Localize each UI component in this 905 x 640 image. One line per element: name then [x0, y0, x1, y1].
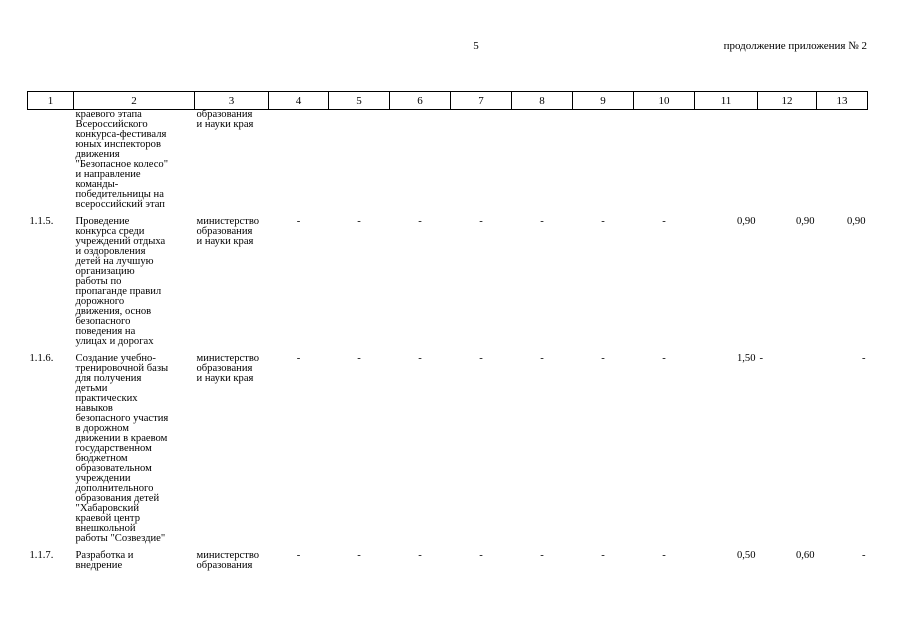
funding-value-col-11: 1,50: [736, 353, 756, 364]
responsible-executor-line: министерство: [196, 550, 260, 561]
measure-number: 1.1.5.: [29, 216, 54, 227]
funding-value-col-6: -: [418, 353, 422, 364]
funding-value-col-4: [269, 110, 329, 211]
measure-name-line: движения, основ: [75, 306, 152, 317]
column-header-11: 11: [695, 92, 758, 110]
responsible-executor-line: министерство: [196, 216, 260, 227]
funding-value-col-4: -: [296, 216, 301, 227]
funding-value-col-11: 0,90: [736, 216, 756, 227]
column-header-3: 3: [195, 92, 269, 110]
appendix-continuation-note: продолжение приложения № 2: [723, 40, 867, 52]
funding-value-col-7: [451, 110, 512, 211]
measure-name-line: Проведение: [75, 216, 130, 227]
funding-value-col-13: -: [861, 353, 866, 364]
funding-value-col-13: [817, 110, 868, 211]
column-header-2: 2: [74, 92, 195, 110]
funding-value-col-9: -: [601, 353, 605, 364]
measure-name-line: безопасного: [75, 316, 131, 327]
measure-name-line: работы по: [75, 276, 122, 287]
measure-name-line: учреждений отдыха: [75, 236, 166, 247]
funding-value-col-12: 0,60: [795, 550, 815, 561]
measure-name-line: организацию: [75, 266, 135, 277]
funding-value-col-9: -: [601, 550, 605, 561]
funding-value-col-8: -: [540, 353, 544, 364]
measure-name: [74, 217, 195, 347]
measure-name-line: Всероссийского: [75, 119, 148, 130]
funding-value-col-7: -: [479, 216, 483, 227]
measure-name-line: навыков: [75, 403, 113, 414]
measure-name-line: учреждении: [75, 473, 131, 484]
measure-name-line: Создание учебно-: [75, 353, 156, 364]
measure-name-line: для получения: [75, 373, 142, 384]
funding-value-col-5: -: [357, 216, 361, 227]
measure-name-line: детьми: [75, 383, 108, 394]
measure-name-line: и оздоровления: [75, 246, 146, 257]
responsible-executor-line: образования: [196, 109, 253, 120]
measure-name-line: конкурса среди: [75, 226, 145, 237]
measure-name-line: дорожного: [75, 296, 125, 307]
measure-name-line: юных инспекторов: [75, 139, 161, 150]
program-measures-table: [27, 91, 868, 571]
measure-name-line: тренировочной базы: [75, 363, 169, 374]
measure-name-line: команды-: [75, 179, 119, 190]
measure-name-line: и направление: [75, 169, 141, 180]
table-row: [28, 354, 868, 544]
measure-name-line: внедрение: [75, 560, 123, 571]
measure-name-line: образования детей: [75, 493, 160, 504]
column-header-12: 12: [758, 92, 817, 110]
measure-name-line: победительницы на: [75, 189, 164, 200]
measure-number: 1.1.6.: [29, 353, 54, 364]
measure-number: [28, 110, 74, 211]
funding-value-col-10: -: [662, 550, 666, 561]
table-row: [28, 217, 868, 347]
funding-value-col-6: -: [418, 216, 422, 227]
measure-name: [74, 551, 195, 571]
measure-name-line: дополнительного: [75, 483, 154, 494]
table-header: [28, 92, 868, 110]
measure-number: 1.1.7.: [29, 550, 54, 561]
funding-value-col-10: -: [662, 353, 666, 364]
page-number: 5: [473, 40, 479, 52]
column-header-4: 4: [269, 92, 329, 110]
responsible-executor-line: образования: [196, 363, 253, 374]
column-header-8: 8: [512, 92, 573, 110]
measure-name-line: детей на лучшую: [75, 256, 154, 267]
measure-name-line: внешкольной: [75, 523, 136, 534]
funding-value-col-9: -: [601, 216, 605, 227]
funding-value-col-12: [758, 110, 817, 211]
funding-value-col-6: [390, 110, 451, 211]
responsible-executor-line: образования: [196, 226, 253, 237]
responsible-executor: [195, 110, 269, 211]
column-header-1: 1: [28, 92, 74, 110]
responsible-executor-line: и науки края: [196, 236, 254, 247]
column-header-6: 6: [390, 92, 451, 110]
measure-name-line: всероссийский этап: [75, 199, 165, 210]
measure-name-line: "Хабаровский: [75, 503, 139, 514]
funding-value-col-4: -: [296, 353, 301, 364]
funding-value-col-7: -: [479, 550, 483, 561]
funding-value-col-11: [695, 110, 758, 211]
measure-name: [74, 354, 195, 544]
funding-value-col-8: -: [540, 216, 544, 227]
measure-name-line: краевого этапа: [75, 109, 142, 120]
responsible-executor-line: министерство: [196, 353, 260, 364]
column-header-10: 10: [634, 92, 695, 110]
responsible-executor: [195, 354, 269, 544]
responsible-executor-line: и науки края: [196, 119, 254, 130]
funding-value-col-11: 0,50: [736, 550, 756, 561]
measure-name-line: образовательном: [75, 463, 152, 474]
measure-name-line: движения: [75, 149, 120, 160]
measure-name-line: бюджетном: [75, 453, 128, 464]
column-header-5: 5: [329, 92, 390, 110]
funding-value-col-4: -: [296, 550, 301, 561]
responsible-executor: [195, 217, 269, 347]
table-row: [28, 551, 868, 571]
funding-value-col-8: -: [540, 550, 544, 561]
funding-value-col-10: -: [662, 216, 666, 227]
table-body: [28, 110, 868, 572]
measure-name-line: поведения на: [75, 326, 136, 337]
funding-value-col-5: [329, 110, 390, 211]
column-number-row: [28, 92, 868, 110]
funding-value-col-12: -: [759, 353, 764, 364]
funding-value-col-13: -: [861, 550, 866, 561]
measure-name-line: государственном: [75, 443, 152, 454]
funding-value-col-5: -: [357, 353, 361, 364]
funding-value-col-8: [512, 110, 573, 211]
measure-name-line: пропаганде правил: [75, 286, 162, 297]
funding-value-col-7: -: [479, 353, 483, 364]
funding-value-col-5: -: [357, 550, 361, 561]
measure-name-line: "Безопасное колесо": [75, 159, 169, 170]
measure-name-line: в дорожном: [75, 423, 129, 434]
measure-name-line: Разработка и: [75, 550, 134, 561]
responsible-executor: [195, 551, 269, 571]
measure-name-line: конкурса-фестиваля: [75, 129, 167, 140]
column-header-9: 9: [573, 92, 634, 110]
measure-name: [74, 110, 195, 211]
funding-value-col-6: -: [418, 550, 422, 561]
funding-value-col-9: [573, 110, 634, 211]
measure-name-line: краевой центр: [75, 513, 140, 524]
measure-name-line: движении в краевом: [75, 433, 168, 444]
column-header-13: 13: [817, 92, 868, 110]
measure-name-line: безопасного участия: [75, 413, 169, 424]
funding-value-col-10: [634, 110, 695, 211]
funding-value-col-12: 0,90: [795, 216, 815, 227]
funding-value-col-13: 0,90: [846, 216, 866, 227]
column-header-7: 7: [451, 92, 512, 110]
measure-name-line: работы "Созвездие": [75, 533, 166, 544]
measure-name-line: улицах и дорогах: [75, 336, 154, 347]
table-row: [28, 110, 868, 211]
responsible-executor-line: образования: [196, 560, 253, 571]
responsible-executor-line: и науки края: [196, 373, 254, 384]
measure-name-line: практических: [75, 393, 138, 404]
